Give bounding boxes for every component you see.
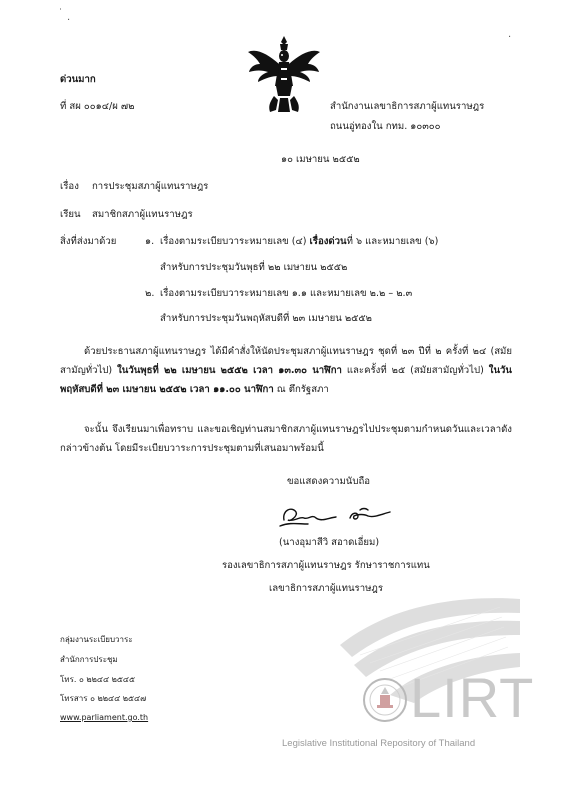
- enclosure-urgent: เรื่องด่วน: [309, 236, 347, 247]
- garuda-emblem: [246, 34, 322, 116]
- enclosure-session: สำหรับการประชุมวันพุธที่ ๒๒ เมษายน ๒๕๕๒: [160, 262, 348, 273]
- enclosure-number: ๑.: [145, 236, 155, 247]
- office-address: ถนนอู่ทองใน กทม. ๑๐๓๐๐: [330, 121, 441, 132]
- enclosure-session: สำหรับการประชุมวันพฤหัสบดีที่ ๒๓ เมษายน ๒๕๕๒: [160, 313, 372, 324]
- urgency-label: ด่วนมาก: [60, 74, 96, 85]
- signatory-title-2: เลขาธิการสภาผู้แทนราษฎร: [269, 583, 384, 594]
- scan-mark: ˙: [58, 8, 63, 19]
- footer-bureau: สำนักการประชุม: [60, 655, 118, 664]
- enclosure-text: เรื่องตามระเบียบวาระหมายเลข (๔): [160, 236, 307, 247]
- body-paragraph-2: จะนั้น จึงเรียนมาเพื่อทราบ และขอเชิญท่านสมาชิกสภาผู้แทนราษฎรไปประชุมตามกำหนดวันและเวลาดังกล่าวข้างต้น โดยมีระเบียบวาระการประชุมตามที่เสนอมาพร้อมนี้: [60, 424, 512, 454]
- handwritten-signature: [278, 500, 408, 532]
- session-date-1: ในวันพุธที่ ๒๒ เมษายน ๒๕๕๒ เวลา ๑๓.๓๐ นาฬิกา: [117, 365, 342, 376]
- enclosure-text: ที่ ๖ และหมายเลข (๖): [346, 236, 439, 247]
- signatory-name: (นางอุมาสีวิ สอาดเอี่ยม): [279, 537, 380, 548]
- letter-date: ๑๐ เมษายน ๒๕๕๒: [281, 154, 360, 165]
- subject-text: การประชุมสภาผู้แทนราษฎร: [92, 181, 209, 192]
- enclosures-label: สิ่งที่ส่งมาด้วย: [60, 236, 117, 247]
- footer-division: กลุ่มงานระเบียบวาระ: [60, 635, 133, 644]
- closing-salutation: ขอแสดงความนับถือ: [287, 476, 371, 487]
- footer-website-link[interactable]: www.parliament.go.th: [60, 713, 149, 722]
- body-paragraph-1: ด้วยประธานสภาผู้แทนราษฎร ได้มีคำสั่งให้นัดประชุมสภาผู้แทนราษฎร ชุดที่ ๒๓ ปีที่ ๒ ครั้งที่ ๒๔ (สมัยสามัญทั่วไป) ในวันพุธที่ ๒๒ เมษายน ๒๕๕๒ เวลา ๑๓.๓๐ นาฬิกา และครั้งที่ ๒๕ (สมัยสามัญทั่วไป) ในวันพฤหัสบดีที่ ๒๓ เมษายน ๒๕๕๒ เวลา ๑๑.๐๐ นาฬิกา ณ ตึกรัฐสภา: [60, 346, 512, 395]
- watermark-brand: LIRT: [410, 666, 535, 729]
- subject-label: เรื่อง: [60, 181, 79, 192]
- enclosure-number: ๒.: [145, 288, 155, 299]
- recipient-label: เรียน: [60, 209, 81, 220]
- enclosure-text: เรื่องตามระเบียบวาระหมายเลข ๑.๑ และหมายเลข ๒.๒ – ๒.๓: [160, 288, 413, 299]
- enclosure-line: [160, 236, 438, 248]
- footer-phone: โทร. ๐ ๒๒๔๔ ๒๕๔๕: [60, 675, 136, 684]
- scan-mark: .: [67, 12, 71, 23]
- footer-fax: โทรสาร ๐ ๒๒๔๔ ๒๕๔๗: [60, 694, 147, 703]
- office-name: สำนักงานเลขาธิการสภาผู้แทนราษฎร: [330, 101, 485, 112]
- reference-number: ที่ สผ ๐๐๑๔/ผ ๗๒: [60, 101, 135, 112]
- watermark-tagline: Legislative Institutional Repository of Thailand: [282, 738, 476, 749]
- session-date-2: ในวันพฤหัสบดีที่ ๒๓ เมษายน ๒๕๕๒ เวลา ๑๑.๐๐ นาฬิกา: [60, 365, 512, 395]
- parliament-seal-icon: [362, 677, 408, 723]
- signatory-title: รองเลขาธิการสภาผู้แทนราษฎร รักษาราชการแทน: [222, 560, 430, 571]
- scan-mark: ·: [508, 32, 512, 43]
- recipient-text: สมาชิกสภาผู้แทนราษฎร: [92, 209, 193, 220]
